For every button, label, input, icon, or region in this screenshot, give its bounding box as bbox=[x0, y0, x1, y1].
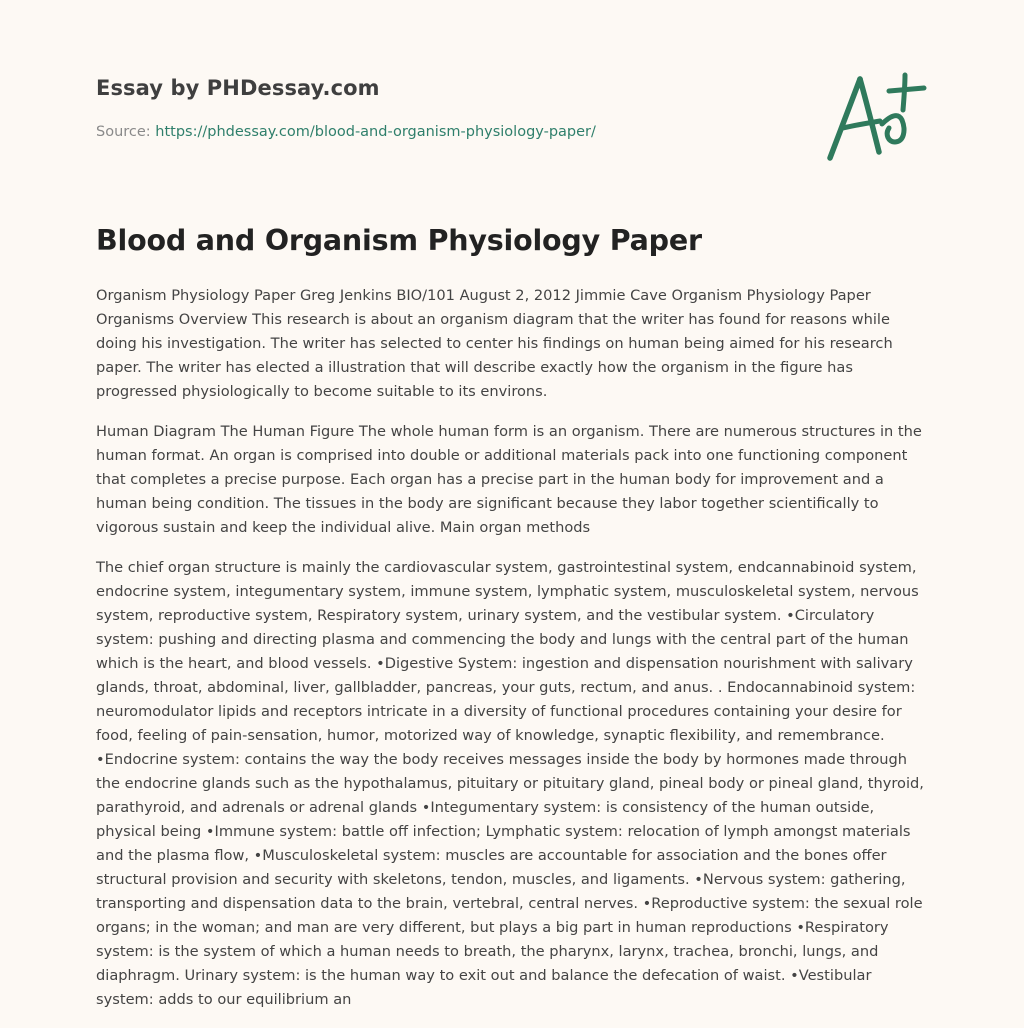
paragraph: Human Diagram The Human Figure The whole human form is an organism. There are numerous structures in the human format. An organ is comprised into double or additional materials pack into one functioning component that completes a precise purpose. Each organ has a precise part in the human body for improvement and a human being condition. The tissues in the body are significant because they labor together scientifically to vigorous sustain and keep the individual alive. Main organ methods bbox=[96, 423, 922, 536]
a-plus-grade-icon bbox=[818, 66, 932, 166]
paragraph: The chief organ structure is mainly the cardiovascular system, gastrointestinal system, endcannabinoid system, endocrine system, integumentary system, immune system, lymphatic system, musculoskeletal system, nervous system, reproductive system, Respiratory system, urinary system, and the vestibular system. •Circulatory system: pushing and directing plasma and commencing the body and lungs with the central part of the human which is the heart, and blood vessels. •Digestive System: ingestion and dispensation nourishment with salivary glands, throat, abdominal, liver, gallbladder, pancreas, your guts, rectum, and anus. . Endocannabinoid system: neuromodulator lipids and receptors intricate in a diversity of functional procedures containing your desire for food, feeling of pain-sensation, humor, motorized way of knowledge, synaptic flexibility, and remembrance. •Endocrine system: contains the way the body receives messages inside the body by hormones made through the endocrine glands such as the hypothalamus, pituitary or pituitary gland, pineal body or pineal gland, thyroid, parathyroid, and adrenals or adrenal glands •Integumentary system: is consistency of the human outside, physical being •Immune system: battle off infection; Lymphatic system: relocation of lymph amongst materials and the plasma flow, •Musculoskeletal system: muscles are accountable for association and the bones offer structural provision and security with skeletons, tendon, muscles, and ligaments. •Nervous system: gathering, transporting and dispensation data to the brain, vertebral, central nerves. •Reproductive system: the sexual role organs; in the woman; and man are very different, but plays a big part in human reproductions •Respiratory system: is the system of which a human needs to breath, the pharynx, larynx, trachea, bronchi, lungs, and diaphragm. Urinary system: is the human way to exit out and balance the defecation of waist. •Vestibular system: adds to our equilibrium an bbox=[96, 559, 924, 1008]
article-body bbox=[96, 284, 931, 1028]
site-brand: Essay by PHDessay.com bbox=[96, 76, 380, 100]
source-link[interactable]: https://phdessay.com/blood-and-organism-physiology-paper/ bbox=[155, 124, 596, 140]
page-title: Blood and Organism Physiology Paper bbox=[96, 224, 702, 257]
paragraph: Organism Physiology Paper Greg Jenkins BIO/101 August 2, 2012 Jimmie Cave Organism Physiology Paper Organisms Overview This research is about an organism diagram that the writer has found for reasons while doing his investigation. The writer has selected to center his findings on human being aimed for his research paper. The writer has elected a illustration that will describe exactly how the organism in the figure has progressed physiologically to become suitable to its environs. bbox=[96, 287, 893, 400]
source-line bbox=[96, 124, 596, 140]
source-label: Source: bbox=[96, 124, 156, 140]
